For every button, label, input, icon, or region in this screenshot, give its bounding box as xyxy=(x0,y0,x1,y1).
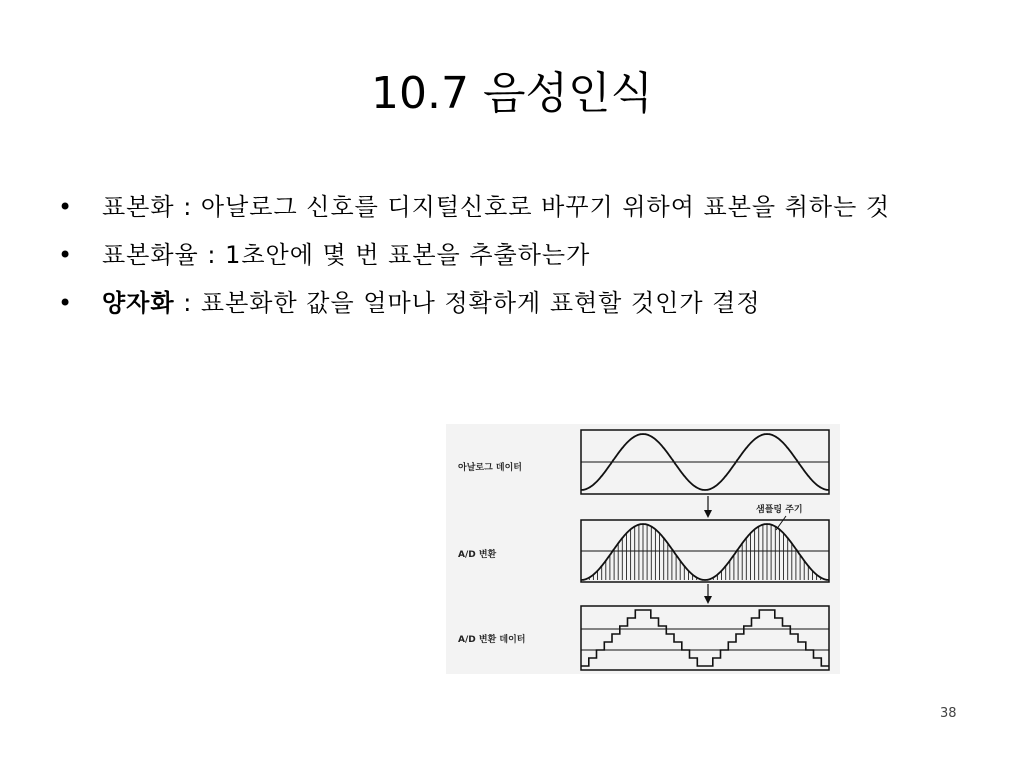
sample-lines xyxy=(585,524,825,580)
bullet-term: 양자화 xyxy=(102,289,175,317)
label-sampling-period: 샘플링 주기 xyxy=(756,505,803,515)
bullet-term: 표본화 xyxy=(102,193,184,221)
bullet-term: 표본화율 xyxy=(102,241,208,269)
bullet-text: 표본화한 값을 얼마나 정확하게 표현할 것인가 결정 xyxy=(200,289,761,317)
ad-conversion-figure xyxy=(446,424,840,674)
bullet-separator: : xyxy=(207,241,226,269)
slide-title: 10.7 음성인식 xyxy=(371,68,653,119)
label-ad-conversion: A/D 변환 xyxy=(458,550,497,560)
bullet-text: 아날로그 신호를 디지털신호로 바꾸기 위하여 표본을 취하는 것 xyxy=(200,193,891,221)
bullet-text: 1초안에 몇 번 표본을 추출하는가 xyxy=(225,241,591,269)
bullet-item-quantization xyxy=(52,286,952,320)
bullet-item-sampling-rate xyxy=(52,238,952,272)
arrow-down-icon xyxy=(704,584,712,604)
page-number: 38 xyxy=(940,706,957,721)
bullet-dot-icon: • xyxy=(58,241,74,269)
bullet-list xyxy=(52,190,952,334)
label-analog-data: 아날로그 데이터 xyxy=(458,463,522,473)
analog-panel xyxy=(581,430,829,494)
bullet-item-sampling xyxy=(52,190,952,224)
arrow-down-icon xyxy=(704,496,712,518)
ad-panel xyxy=(581,516,829,582)
quantized-staircase-wave xyxy=(581,610,829,666)
bullet-separator: : xyxy=(183,193,201,221)
bullet-separator: : xyxy=(174,289,201,317)
quantized-panel xyxy=(581,606,829,670)
label-ad-data: A/D 변환 데이터 xyxy=(458,635,526,645)
bullet-dot-icon: • xyxy=(58,289,74,317)
bullet-dot-icon: • xyxy=(58,193,74,221)
